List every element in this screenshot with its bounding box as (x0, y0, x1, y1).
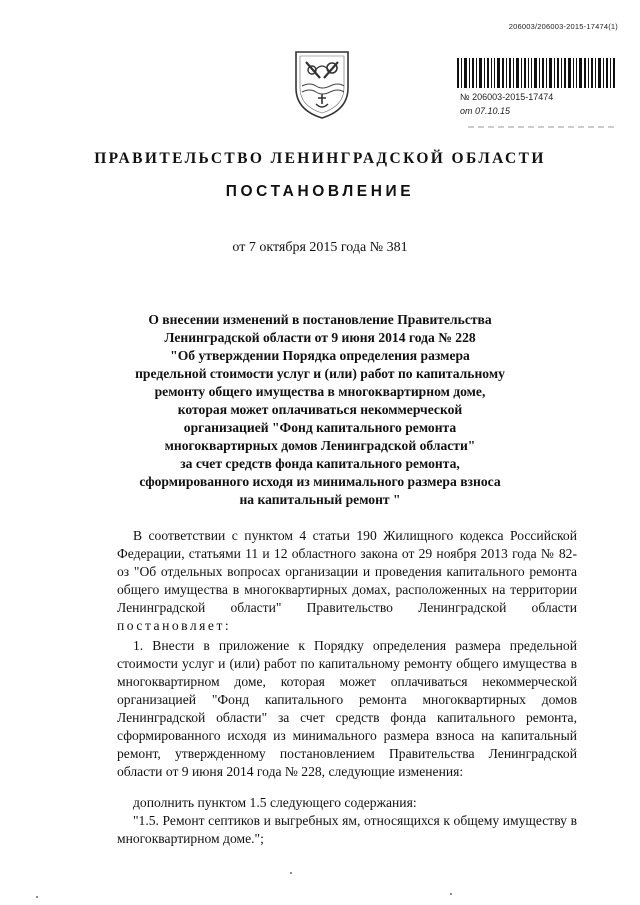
preamble-paragraph (117, 527, 577, 635)
document-date-number: от 7 октября 2015 года № 381 (232, 240, 408, 255)
title-line: сформированного исходя из минимального размера взноса (139, 474, 501, 489)
title-line: за счет средств фонда капитального ремонта, (180, 456, 460, 471)
title-line: Ленинградской области от 9 июня 2014 года № 228 (164, 330, 476, 345)
document-type: ПОСТАНОВЛЕНИЕ (225, 183, 415, 200)
amendment-intro-paragraph: дополнить пунктом 1.5 следующего содержания: (133, 795, 417, 810)
title-line: "Об утверждении Порядка определения размера (170, 348, 470, 363)
title-line: которая может оплачиваться некоммерческой (177, 402, 463, 417)
clause-1-paragraph: 1. Внести в приложение к Порядку определения размера предельной стоимости услуг и (или) работ по капитальному ремонту общего имущества в многоквартирном доме, которая может оплачиваться некоммерческой организацией "Фонд капитального ремонта многоквартирных домов Ленинградской области" за счет средств фонда капитального ремонта, сформированного исходя из минимального размера взноса на капитальный ремонт, утвержденному постановлением Правительства Ленинградской области от 9 июня 2014 года № 228, следующие изменения: (117, 638, 577, 779)
scan-speck (36, 896, 38, 898)
reference-code: 206003/206003-2015-17474(1) (508, 22, 618, 31)
document-title (110, 311, 530, 509)
scan-speck (450, 893, 452, 895)
registration-date: от 07.10.15 (460, 106, 511, 116)
amendment-text-paragraph: "1.5. Ремонт септиков и выгребных ям, относящихся к общему имуществу в многоквартирном доме."; (117, 813, 577, 846)
resolves-word: постановляет: (117, 618, 232, 633)
scan-dash-line (468, 124, 618, 130)
title-line: ремонту общего имущества в многоквартирном доме, (154, 384, 486, 399)
title-line: предельной стоимости услуг и (или) работ по капитальному (135, 366, 505, 381)
coat-of-arms-emblem (292, 48, 352, 120)
title-line: О внесении изменений в постановление Правительства (148, 312, 492, 327)
scan-speck (290, 872, 292, 874)
title-line: на капитальный ремонт " (239, 492, 401, 507)
registration-number: № 206003-2015-17474 (460, 92, 554, 102)
title-line: организацией "Фонд капитального ремонта (183, 420, 457, 435)
title-line: многоквартирных домов Ленинградской области" (164, 438, 476, 453)
barcode (457, 58, 615, 88)
government-name: ПРАВИТЕЛЬСТВО ЛЕНИНГРАДСКОЙ ОБЛАСТИ (94, 150, 546, 167)
preamble-text: В соответствии с пунктом 4 статьи 190 Жилищного кодекса Российской Федерации, статьями 11 и 12 областного закона от 29 ноября 2013 года № 82-оз "Об отдельных вопросах организации и проведения капитального ремонта общего имущества в многоквартирных домах, расположенных на территории Ленинградской области" Правительство Ленинградской области (117, 528, 577, 615)
